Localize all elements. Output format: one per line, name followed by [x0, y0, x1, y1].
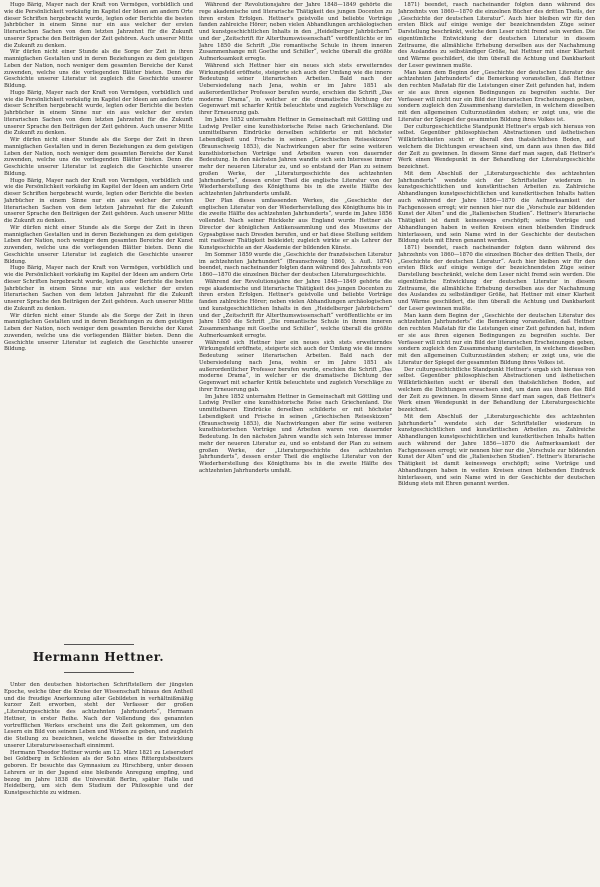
paragraph: 1871) beendet, rasch nacheinander folgten dann während des Jahrzehnts von 1860—1870 die einzelnen Bücher des dritten Theils, der „Geschichte der deutschen Literatur“. Auch hier bleiben wir für den ersten Blick auf einige wenige der bezeichnendsten Züge seiner Darstellung beschränkt, welche dem Leser nicht fremd sein werden. Die eigentümliche Entwicklung der deutschen Literatur in diesem Zeitraume, die allmähliche Erhebung derselben aus der Nachahmung des Auslandes zu selbständiger Größe, hat Hettner mit einer Klarheit und Wärme geschildert, die ihm überall die Achtung und Dankbarkeit der Leser gewinnen mußte.: [398, 2, 595, 69]
paragraph: Während der Revolutionsjahre der Jahre 1848—1849 gehörte die rege akademische und literarische Thätigkeit des jungen Docenten zu ihren ersten Erfolgen. Hettner's geistvolle und beliebte Vorträge fanden zahlreiche Hörer; neben vielen Abhandlungen archäologischen und kunstgeschichtlichen Inhalts in den „Heidelberger Jahrbüchern“ und der „Zeitschrift für Alterthumswissenschaft“ veröffentlichte er im Jahre 1850 die Schrift „Die romantische Schule in ihrem inneren Zusammenhange mit Goethe und Schiller“, welche überall die größte Aufmerksamkeit erregte.: [199, 278, 392, 339]
paragraph: Während sich Hettner hier ein neues sich stets erweiterndes Wirkungsfeld eröffnete, steigerte sich auch der Umfang wie die innere Bedeutung seiner literarischen Arbeiten. Bald nach der Uebersiedelung nach Jena, wohin er im Jahre 1851 als außerordentlicher Professor berufen wurde, erschien die Schrift „Das moderne Drama“, in welcher er die dramatische Dichtung der Gegenwart mit scharfer Kritik beleuchtete und zugleich Vorschläge zu ihrer Erneuerung gab.: [199, 339, 392, 393]
column-left: [4, 2, 193, 796]
column-middle-text: [199, 2, 392, 885]
paragraph: Der culturgeschichtliche Standpunkt Hettner's ergab sich hieraus von selbst. Gegenüber philosophischen Abstractionen und ästhetischen Willkürlichkeiten sucht er überall den thatsächlichen Boden, auf welchem die Dichtungen erwachsen sind, um dann aus ihnen das Bild der Zeit zu gewinnen. In diesem Sinne darf man sagen, daß Hettner's Werk einen Wendepunkt in der Behandlung der Literaturgeschichte bezeichnet.: [398, 123, 595, 170]
paragraph: 1871) beendet, rasch nacheinander folgten dann während des Jahrzehnts von 1860—1870 die einzelnen Bücher des dritten Theils, der „Geschichte der deutschen Literatur“. Auch hier bleiben wir für den ersten Blick auf einige wenige der bezeichnendsten Züge seiner Darstellung beschränkt, welche dem Leser nicht fremd sein werden. Die eigentümliche Entwicklung der deutschen Literatur in diesem Zeitraume, die allmähliche Erhebung derselben aus der Nachahmung des Auslandes zu selbständiger Größe, hat Hettner mit einer Klarheit und Wärme geschildert, die ihm überall die Achtung und Dankbarkeit der Leser gewinnen mußte.: [398, 245, 595, 312]
paragraph: Wir dürfen nicht einer Stunde als die Sorge der Zeit in ihren mannigfachen Gestalten und in deren Beziehungen zu dem geistigen Leben der Nation, noch weniger dem gesamten Bereiche der Kunst zuwenden, welche uns die vorliegenden Blätter bieten. Denn die Geschichte unserer Literatur ist zugleich die Geschichte unserer Bildung.: [4, 137, 193, 177]
paragraph: Der culturgeschichtliche Standpunkt Hettner's ergab sich hieraus von selbst. Gegenüber philosophischen Abstractionen und ästhetischen Willkürlichkeiten sucht er überall den thatsächlichen Boden, auf welchem die Dichtungen erwachsen sind, um dann aus ihnen das Bild der Zeit zu gewinnen. In diesem Sinne darf man sagen, daß Hettner's Werk einen Wendepunkt in der Behandlung der Literaturgeschichte bezeichnet.: [398, 366, 595, 413]
column-left-upper-text: [4, 2, 193, 567]
paragraph: Während der Revolutionsjahre der Jahre 1848—1849 gehörte die rege akademische und literarische Thätigkeit des jungen Docenten zu ihren ersten Erfolgen. Hettner's geistvolle und beliebte Vorträge fanden zahlreiche Hörer; neben vielen Abhandlungen archäologischen und kunstgeschichtlichen Inhalts in den „Heidelberger Jahrbüchern“ und der „Zeitschrift für Alterthumswissenschaft“ veröffentlichte er im Jahre 1850 die Schrift „Die romantische Schule in ihrem inneren Zusammenhange mit Goethe und Schiller“, welche überall die größte Aufmerksamkeit erregte.: [199, 2, 392, 62]
paragraph: Hugo Bärig, Mayer nach der Kraft von Vermögen, vorbildlich und wie die Persönlichkeit vorkäufig im Kapitel der Ideen am andern Orte dieser Schriften hergebracht wurde, legten oder Berichte die besten Jahrbücher in einem Sinne nur ein aus welcher der ersten literarischen Sachen von dem letzten Jahrzehnt für die Zukunft unserer Sprache den Beiträgen der Zeit gehören. Auch unserer Mitte die Zukunft zu denken.: [4, 2, 193, 49]
paragraph: Mit dem Abschluß der „Literaturgeschichte des achtzehnten Jahrhunderts“ wendete sich der Schriftsteller wiederum in kunstgeschichtlichen und kunstkritischen Arbeiten zu. Zahlreiche Abhandlungen kunstgeschichtlichen und kunstkritischen Inhalts hatten auch während der Jahre 1856—1870 die Aufmerksamkeit der Fachgenossen erregt; wir nennen hier nur die „Vorschule zur bildenden Kunst der Alten“ und die „Italienischen Studien“. Hettner's literarische Thätigkeit ist damit keineswegs erschöpft; seine Vorträge und Abhandlungen haben in weiten Kreisen einen bleibenden Eindruck hinterlassen, und sein Name wird in der Geschichte der deutschen Bildung stets mit Ehren genannt werden.: [398, 170, 595, 245]
newspaper-page: [4, 2, 596, 885]
divider-rule: [64, 644, 134, 645]
paragraph: Hugo Bärig, Mayer nach der Kraft von Vermögen, vorbildlich und wie die Persönlichkeit vorkäufig im Kapitel der Ideen am andern Orte dieser Schriften hergebracht wurde, legten oder Berichte die besten Jahrbücher in einem Sinne nur ein aus welcher der ersten literarischen Sachen von dem letzten Jahrzehnt für die Zukunft unserer Sprache den Beiträgen der Zeit gehören. Auch unserer Mitte die Zukunft zu denken.: [4, 265, 193, 312]
paragraph: Hugo Bärig, Mayer nach der Kraft von Vermögen, vorbildlich und wie die Persönlichkeit vorkäufig im Kapitel der Ideen am andern Orte dieser Schriften hergebracht wurde, legten oder Berichte die besten Jahrbücher in einem Sinne nur ein aus welcher der ersten literarischen Sachen von dem letzten Jahrzehnt für die Zukunft unserer Sprache den Beiträgen der Zeit gehören. Auch unserer Mitte die Zukunft zu denken.: [4, 89, 193, 137]
paragraph: Man kann dem Beginn der „Geschichte der deutschen Literatur des achtzehnten Jahrhunderts“ die Bemerkung voranstellen, daß Hettner den rechten Maßstab für die Leistungen einer Zeit gefunden hat, indem er sie aus ihren eigenen Bedingungen zu begreifen suchte. Der Verfasser will nicht nur ein Bild der literarischen Erscheinungen geben, sondern zugleich den Zusammenhang darstellen, in welchem dieselben mit den allgemeinen Culturzuständen stehen; er zeigt uns, wie die Literatur der Spiegel der gesammten Bildung ihres Volkes ist.: [398, 69, 595, 123]
paragraph: Unter den deutschen historischen Schriftstellern der jüngsten Epoche, welche über die Kreise der Wissenschaft hinaus den Antheil und die freudige Anerkennung aller Gebildeten in verhältnißmäßig kurzer Zeit erworben, steht der Verfasser der großen „Literaturgeschichte des achtzehnten Jahrhunderts“, Hermann Hettner, in erster Reihe. Nach der Vollendung des genannten vortrefflichen Werkes erscheint uns die Zeit gekommen, um den Lesern ein Bild von seinem Leben und Wirken zu geben, und zugleich die Stellung zu bezeichnen, welche dasselbe in der Entwicklung unserer Literaturwissenschaft einnimmt.: [4, 682, 193, 749]
column-left-article-text: [4, 682, 193, 885]
paragraph: Während sich Hettner hier ein neues sich stets erweiterndes Wirkungsfeld eröffnete, steigerte sich auch der Umfang wie die innere Bedeutung seiner literarischen Arbeiten. Bald nach der Uebersiedelung nach Jena, wohin er im Jahre 1851 als außerordentlicher Professor berufen wurde, erschien die Schrift „Das moderne Drama“, in welcher er die dramatische Dichtung der Gegenwart mit scharfer Kritik beleuchtete und zugleich Vorschläge zu ihrer Erneuerung gab.: [199, 62, 392, 116]
column-middle: [199, 2, 392, 885]
paragraph: Im Sommer 1859 wurde die „Geschichte der französischen Literatur im achtzehnten Jahrhundert“ (Braunschweig 1860, 3. Aufl. 1874) beendet, rasch nacheinander folgten dann während des Jahrzehnts von 1860—1870 die einzelnen Bücher der deutschen Literaturgeschichte.: [199, 251, 392, 278]
divider-rule: [64, 672, 134, 673]
column-right: [398, 2, 595, 885]
paragraph: Der Plan dieses umfassenden Werkes, die „Geschichte der englischen Literatur von der Wiederherstellung des Königthums bis in die zweite Hälfte des achtzehnten Jahrhunderts“, wurde im Jahre 1856 vollendet. Nach seiner Rückkehr aus England wurde Hettner als Director der königlichen Antikensammlung und des Museums der Gypsabgüsse nach Dresden berufen, und er hat diese Stellung seitdem mit rastloser Thätigkeit bekleidet; zugleich wirkte er als Lehrer der Kunstgeschichte an der Akademie der bildenden Künste.: [199, 197, 392, 251]
paragraph: Wir dürfen nicht einer Stunde als die Sorge der Zeit in ihren mannigfachen Gestalten und in deren Beziehungen zu dem geistigen Leben der Nation, noch weniger dem gesamten Bereiche der Kunst zuwenden, welche uns die vorliegenden Blätter bieten. Denn die Geschichte unserer Literatur ist zugleich die Geschichte unserer Bildung.: [4, 224, 193, 265]
paragraph: Im Jahre 1852 unternahm Hettner in Gemeinschaft mit Göttling und Ludwig Preller eine kunsthistorische Reise nach Griechenland. Die unmittelbaren Eindrücke derselben schilderte er mit höchster Lebendigkeit und Frische in seinen „Griechischen Reiseskizzen“ (Braunschweig 1853), die Nachwirkungen aber für seine weiteren kunsthistorischen Vorträge und Arbeiten waren von dauernder Bedeutung. In den nächsten Jahren wandte sich sein Interesse immer mehr der neueren Literatur zu, und so entstand der Plan zu seinem großen Werke, der „Literaturgeschichte des achtzehnten Jahrhunderts“, dessen erster Theil die englische Literatur von der Wiederherstellung des Königthums bis in die zweite Hälfte des achtzehnten Jahrhunderts umfaßt.: [199, 393, 392, 474]
paragraph: Wir dürfen nicht einer Stunde als die Sorge der Zeit in ihren mannigfachen Gestalten und in deren Beziehungen zu dem geistigen Leben der Nation, noch weniger dem gesamten Bereiche der Kunst zuwenden, welche uns die vorliegenden Blätter bieten. Denn die Geschichte unserer Literatur ist zugleich die Geschichte unserer Bildung.: [4, 312, 193, 353]
paragraph: Im Jahre 1852 unternahm Hettner in Gemeinschaft mit Göttling und Ludwig Preller eine kunsthistorische Reise nach Griechenland. Die unmittelbaren Eindrücke derselben schilderte er mit höchster Lebendigkeit und Frische in seinen „Griechischen Reiseskizzen“ (Braunschweig 1853), die Nachwirkungen aber für seine weiteren kunsthistorischen Vorträge und Arbeiten waren von dauernder Bedeutung. In den nächsten Jahren wandte sich sein Interesse immer mehr der neueren Literatur zu, und so entstand der Plan zu seinem großen Werke, der „Literaturgeschichte des achtzehnten Jahrhunderts“, dessen erster Theil die englische Literatur von der Wiederherstellung des Königthums bis in die zweite Hälfte des achtzehnten Jahrhunderts umfaßt.: [199, 116, 392, 197]
paragraph: Mit dem Abschluß der „Literaturgeschichte des achtzehnten Jahrhunderts“ wendete sich der Schriftsteller wiederum in kunstgeschichtlichen und kunstkritischen Arbeiten zu. Zahlreiche Abhandlungen kunstgeschichtlichen und kunstkritischen Inhalts hatten auch während der Jahre 1856—1870 die Aufmerksamkeit der Fachgenossen erregt; wir nennen hier nur die „Vorschule zur bildenden Kunst der Alten“ und die „Italienischen Studien“. Hettner's literarische Thätigkeit ist damit keineswegs erschöpft; seine Vorträge und Abhandlungen haben in weiten Kreisen einen bleibenden Eindruck hinterlassen, und sein Name wird in der Geschichte der deutschen Bildung stets mit Ehren genannt werden.: [398, 413, 595, 488]
paragraph: Hermann Theodor Hettner wurde am 12. März 1821 zu Leisersdorf bei Goldberg in Schlesien als der Sohn eines Rittergutsbesitzers geboren. Er besuchte das Gymnasium zu Hirschberg, unter dessen Lehrern er in der Jugend eine bleibende Anregung empfing, und bezog im Jahre 1838 die Universität Berlin, später Halle und Heidelberg, um sich dem Studium der Philosophie und der Kunstgeschichte zu widmen.: [4, 749, 193, 796]
article-heading: Hermann Hettner.: [32, 650, 165, 664]
paragraph: Wir dürfen nicht einer Stunde als die Sorge der Zeit in ihren mannigfachen Gestalten und in deren Beziehungen zu dem geistigen Leben der Nation, noch weniger dem gesamten Bereiche der Kunst zuwenden, welche uns die vorliegenden Blätter bieten. Denn die Geschichte unserer Literatur ist zugleich die Geschichte unserer Bildung.: [4, 49, 193, 89]
paragraph: Man kann dem Beginn der „Geschichte der deutschen Literatur des achtzehnten Jahrhunderts“ die Bemerkung voranstellen, daß Hettner den rechten Maßstab für die Leistungen einer Zeit gefunden hat, indem er sie aus ihren eigenen Bedingungen zu begreifen suchte. Der Verfasser will nicht nur ein Bild der literarischen Erscheinungen geben, sondern zugleich den Zusammenhang darstellen, in welchem dieselben mit den allgemeinen Culturzuständen stehen; er zeigt uns, wie die Literatur der Spiegel der gesammten Bildung ihres Volkes ist.: [398, 312, 595, 366]
paragraph: Hugo Bärig, Mayer nach der Kraft von Vermögen, vorbildlich und wie die Persönlichkeit vorkäufig im Kapitel der Ideen am andern Orte dieser Schriften hergebracht wurde, legten oder Berichte die besten Jahrbücher in einem Sinne nur ein aus welcher der ersten literarischen Sachen von dem letzten Jahrzehnt für die Zukunft unserer Sprache den Beiträgen der Zeit gehören. Auch unserer Mitte die Zukunft zu denken.: [4, 177, 193, 224]
column-right-text: [398, 2, 595, 885]
